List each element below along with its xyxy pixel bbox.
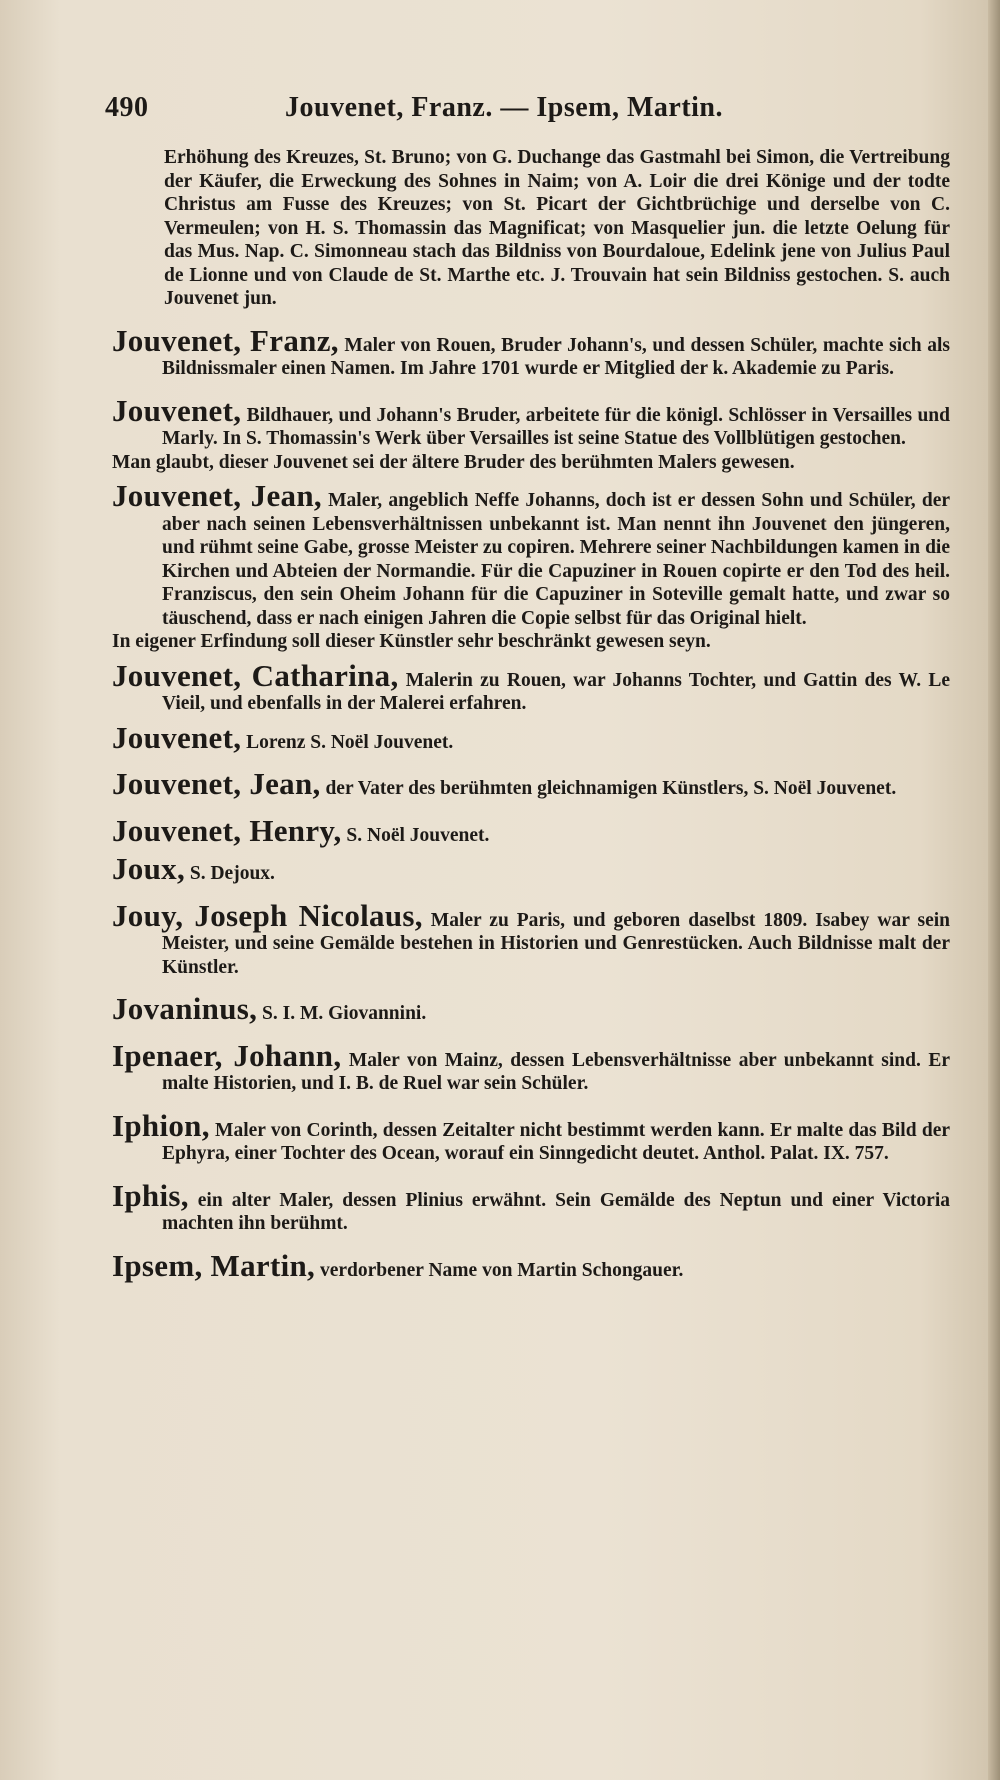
entry-lorenz	[112, 719, 950, 755]
continuation-paragraph: Erhöhung des Kreuzes, St. Bruno; von G. Duchange das Gastmahl bei Simon, die Vertreibung der Käufer, die Erweckung des Sohnes in Naim; von A. Loir die drei Könige und der todte Christus am Fusse des Kreuzes; von St. Picart der Gichtbrüchige und derselbe von C. Vermeulen; von H. S. Thomassin das Magnificat; von Masquelier jun. die letzte Oelung für das Mus. Nap. C. Simonneau stach das Bildniss von Bourdaloue, Edelink jene von Julius Paul de Lionne und von Claude de St. Marthe etc. J. Trouvain hat sein Bildniss gestochen. S. auch Jouvenet jun.	[164, 147, 950, 309]
entry-text: Maler, angeblich Neffe Johanns, doch ist er dessen Sohn und Schüler, der aber nach seinen Lebensverhältnissen unbekannt ist. Man nennt ihn Jouvenet den jüngeren, und rühmt seine Gabe, grosse Meister zu copiren. Mehrere seiner Nachbildungen kamen in die Kirchen und Abteien der Normandie. Für die Capuziner in Rouen copirte er den Tod des heil. Franziscus, den sein Oheim Johann für die Capuziner in Soteville gemalt hatte, und zwar so täuschend, dass er nach einigen Jahren die Copie selbst für das Original hielt.	[162, 490, 951, 629]
entry-franz	[112, 322, 950, 381]
entry-text: verdorbener Name von Martin Schongauer.	[319, 1259, 684, 1281]
entry-headword: Jouvenet,	[112, 392, 242, 428]
running-title: Jouvenet, Franz. — Ipsem, Martin.	[285, 92, 724, 123]
entry-henry	[112, 812, 950, 848]
entry-text: S. I. M. Giovannini.	[262, 1003, 427, 1024]
entry-text: Maler von Corinth, dessen Zeitalter nicht bestimmt werden kann. Er malte das Bild der Ephyra, einer Tochter des Ocean, worauf ein Sinngedicht deutet. Anthol. Palat. IX. 757.	[162, 1119, 950, 1164]
entry-headword: Jouvenet,	[112, 719, 242, 755]
entry-text: Malerin zu Rouen, war Johanns Tochter, und Gattin des W. Le Vieil, und ebenfalls in der Malerei erfahren.	[162, 669, 951, 714]
entry-text: der Vater des berühmten gleichnamigen Künstlers, S. Noël Jouvenet.	[325, 778, 897, 799]
page-header	[105, 92, 895, 132]
entry-headword: Ipenaer, Johann,	[112, 1037, 342, 1073]
entry-text: Maler von Mainz, dessen Lebensverhältnisse aber unbekannt sind. Er malte Historien, und I. B. de Ruel war sein Schüler.	[162, 1049, 951, 1094]
dictionary-column	[112, 146, 950, 1282]
entry-headword: Jouvenet, Franz,	[112, 322, 339, 358]
entry-headword: Joux,	[112, 851, 185, 886]
page-edge	[988, 0, 1000, 1780]
entry-ipenaer	[112, 1037, 951, 1096]
entry-text: S. Noël Jouvenet.	[346, 824, 490, 846]
entry-ipsem	[112, 1247, 950, 1283]
entry-subtext: In eigener Erfindung soll dieser Künstler sehr beschränkt gewesen seyn.	[112, 631, 711, 652]
entry-text: Maler zu Paris, und geboren daselbst 1809. Isabey war sein Meister, und seine Gemälde bestehen in Historien und Genrestücken. Auch Bildnisse malt der Künstler.	[162, 909, 950, 978]
entry-iphion	[112, 1107, 950, 1166]
entry-jean-vater	[112, 766, 950, 801]
entry-headword: Ipsem, Martin,	[112, 1247, 316, 1283]
entry-subtext: Man glaubt, dieser Jouvenet sei der ältere Bruder des berühmten Malers gewesen.	[112, 451, 795, 473]
entry-headword: Jouy, Joseph Nicolaus,	[112, 897, 423, 933]
entry-jean-neffe	[112, 478, 951, 654]
entry-headword: Iphion,	[112, 1107, 210, 1143]
entry-jovaninus	[112, 991, 950, 1026]
entry-headword: Jouvenet, Catharina,	[112, 657, 399, 693]
page-number: 490	[105, 92, 149, 123]
entry-headword: Jouvenet, Jean,	[112, 766, 321, 801]
entry-headword: Jovaninus,	[112, 991, 258, 1026]
entry-text: Lorenz S. Noël Jouvenet.	[246, 731, 454, 753]
entry-text: Maler von Rouen, Bruder Johann's, und dessen Schüler, machte sich als Bildnissmaler einen Namen. Im Jahre 1701 wurde er Mitglied der k. Akademie zu Paris.	[162, 334, 950, 379]
entry-text: Bildhauer, und Johann's Bruder, arbeitete für die königl. Schlösser in Versailles und Marly. In S. Thomassin's Werk über Versailles ist seine Statue des Vollblütigen gestochen.	[162, 404, 950, 449]
entry-jouy	[112, 897, 950, 980]
entry-joux	[112, 851, 950, 886]
entry-text: S. Dejoux.	[189, 863, 275, 884]
entry-text: ein alter Maler, dessen Plinius erwähnt. Sein Gemälde des Neptun und einer Victoria machten ihn berühmt.	[162, 1189, 950, 1234]
entry-bildhauer	[112, 392, 950, 475]
entry-catharina	[112, 657, 951, 716]
entry-headword: Jouvenet, Jean,	[112, 478, 322, 513]
entry-headword: Iphis,	[112, 1177, 189, 1213]
entry-headword: Jouvenet, Henry,	[112, 812, 342, 848]
entry-iphis	[112, 1177, 950, 1236]
